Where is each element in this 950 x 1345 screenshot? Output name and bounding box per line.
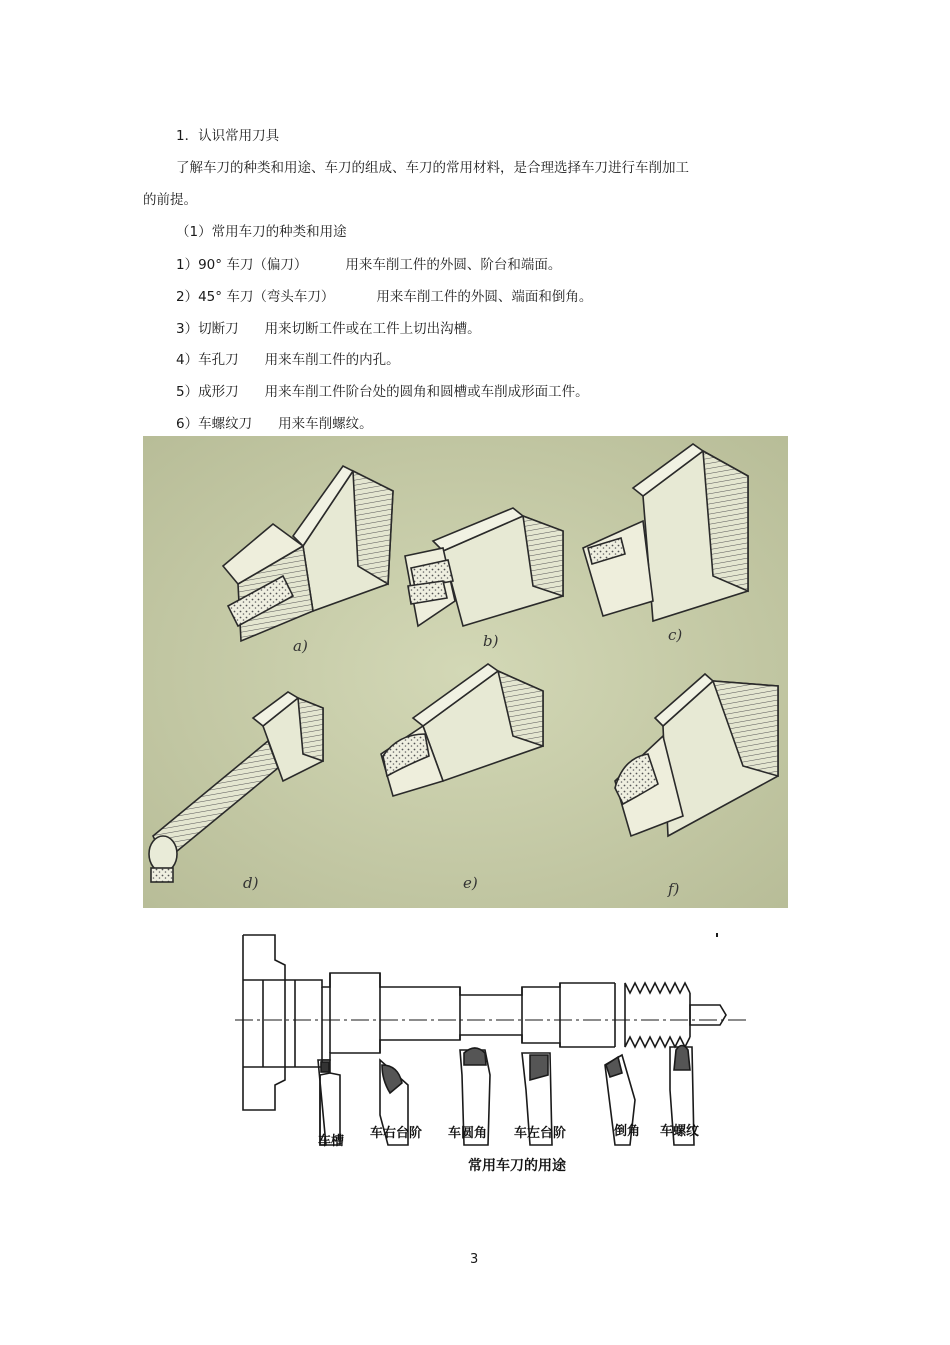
lathe-tools-photo xyxy=(143,436,788,908)
tool-number: 6） xyxy=(176,416,199,432)
photo-label-b: b) xyxy=(483,632,499,650)
tool-number: 4） xyxy=(176,352,199,368)
tool-usage-diagram xyxy=(230,925,760,1180)
tool-use: 用来车削工件的外圆、阶台和端面。 xyxy=(345,257,562,273)
tool-name: 90° 车刀（偏刀） xyxy=(198,257,308,273)
tool-item xyxy=(176,383,589,401)
tool-number: 1） xyxy=(176,257,199,273)
tool-use: 用来车削工件阶台处的圆角和圆槽或车削成形面工件。 xyxy=(264,384,589,400)
tool-use: 用来车削工件的外圆、端面和倒角。 xyxy=(376,289,593,305)
photo-label-f: f) xyxy=(668,880,680,898)
tool-item xyxy=(176,351,400,369)
photo-label-e: e) xyxy=(463,874,478,892)
tool-item xyxy=(176,415,373,433)
tool-name: 切断刀 xyxy=(198,321,239,337)
subheading: （1）常用车刀的种类和用途 xyxy=(176,224,347,240)
diagram-label-grooving: 车槽 xyxy=(318,1134,345,1149)
tool-item xyxy=(176,320,481,338)
tool-use: 用来车削工件的内孔。 xyxy=(264,352,400,368)
page-number: 3 xyxy=(470,1252,479,1267)
photo-label-c: c) xyxy=(668,626,683,644)
photo-label-a: a) xyxy=(293,637,308,655)
tool-item xyxy=(176,256,561,274)
diagram-label-threading: 车螺纹 xyxy=(660,1124,700,1139)
diagram-caption: 常用车刀的用途 xyxy=(468,1158,566,1174)
diagram-label-right-shoulder: 车右台阶 xyxy=(370,1126,423,1141)
tool-name: 45° 车刀（弯头车刀） xyxy=(198,289,335,305)
diagram-label-chamfer: 倒角 xyxy=(614,1124,641,1139)
tool-name: 成形刀 xyxy=(198,384,239,400)
photo-label-d: d) xyxy=(243,874,259,892)
intro-paragraph-line-1: 了解车刀的种类和用途、车刀的组成、车刀的常用材料，是合理选择车刀进行车削加工 xyxy=(176,160,689,176)
diagram-label-radius: 车圆角 xyxy=(448,1126,488,1141)
section-heading: 1．认识常用刀具 xyxy=(176,128,280,144)
tool-number: 3） xyxy=(176,321,199,337)
intro-paragraph-line-2: 的前提。 xyxy=(143,192,197,208)
tool-number: 2） xyxy=(176,289,199,305)
tool-name: 车孔刀 xyxy=(198,352,239,368)
tool-number: 5） xyxy=(176,384,199,400)
tool-item xyxy=(176,288,592,306)
tool-use: 用来切断工件或在工件上切出沟槽。 xyxy=(264,321,481,337)
tool-name: 车螺纹刀 xyxy=(198,416,253,432)
tool-use: 用来车削螺纹。 xyxy=(278,416,373,432)
diagram-label-left-shoulder: 车左台阶 xyxy=(514,1126,567,1141)
